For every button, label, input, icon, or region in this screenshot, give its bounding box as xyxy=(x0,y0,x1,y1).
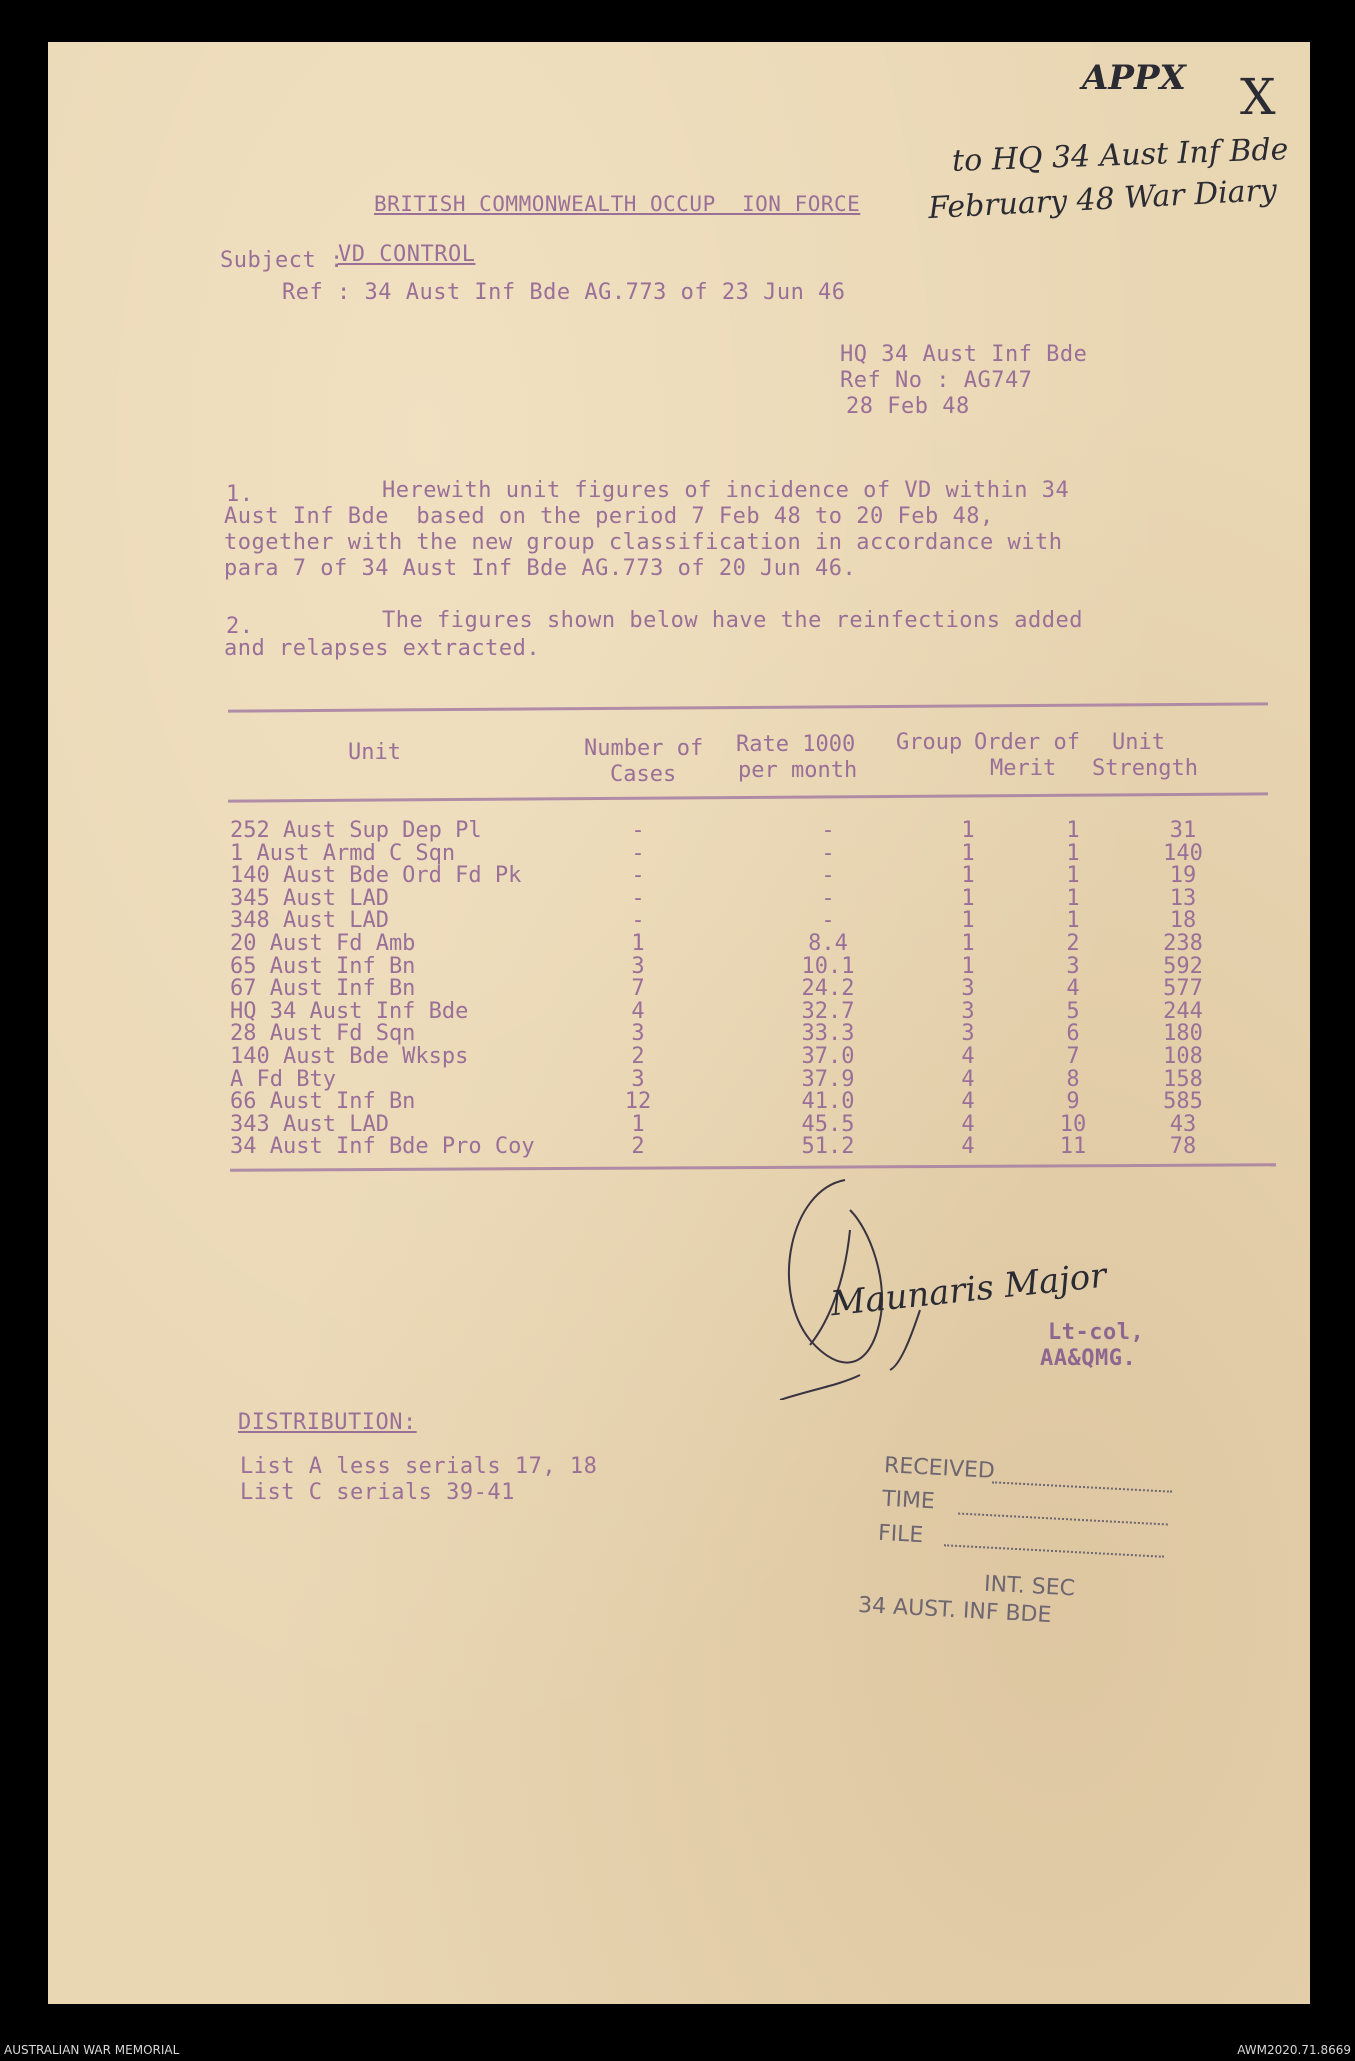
cell-strength: 244 xyxy=(1163,998,1203,1024)
cell-cases: 3 xyxy=(631,1021,645,1047)
cell-unit: 345 Aust LAD xyxy=(230,885,389,911)
header-group: Group xyxy=(896,730,963,755)
cell-strength: 585 xyxy=(1163,1089,1203,1115)
cell-rate: - xyxy=(821,908,835,934)
cell-group: 4 xyxy=(961,1134,975,1160)
header-strength-1: Unit xyxy=(1112,730,1165,755)
cell-unit: 65 Aust Inf Bn xyxy=(230,953,416,979)
header-rate-1: Rate 1000 xyxy=(736,732,856,757)
war-diary-annotation-line2: February 48 War Diary xyxy=(927,172,1278,227)
cell-strength: 158 xyxy=(1163,1066,1203,1092)
reference-line: Ref : 34 Aust Inf Bde AG.773 of 23 Jun 46 xyxy=(282,280,846,305)
cell-group: 1 xyxy=(961,840,975,866)
cell-cases: 1 xyxy=(631,931,645,956)
cell-strength: 43 xyxy=(1169,1111,1197,1137)
war-diary-annotation-line1: to HQ 34 Aust Inf Bde xyxy=(951,132,1289,179)
cell-group: 1 xyxy=(961,931,975,956)
stamp-unit: 34 AUST. INF BDE xyxy=(857,1592,1052,1629)
cell-cases: - xyxy=(631,908,645,934)
cell-group: 4 xyxy=(961,1044,975,1069)
cell-cases: - xyxy=(631,885,645,911)
document-date: 28 Feb 48 xyxy=(846,394,970,419)
appx-annotation: APPX xyxy=(1082,58,1186,98)
cell-unit: 20 Aust Fd Amb xyxy=(230,931,416,956)
cell-rate: 8.4 xyxy=(808,931,848,956)
cell-strength: 108 xyxy=(1163,1044,1203,1069)
cell-rate: 41.0 xyxy=(801,1089,855,1115)
cell-cases: 4 xyxy=(631,998,645,1024)
footer-right: AWM2020.71.8669 xyxy=(1237,2043,1351,2057)
cell-group: 4 xyxy=(961,1066,975,1092)
cell-rate: 32.7 xyxy=(801,998,855,1024)
cell-unit: 348 Aust LAD xyxy=(230,908,389,934)
paragraph-2-number: 2. xyxy=(226,614,254,639)
x-mark-annotation: X xyxy=(1240,68,1276,126)
cell-rate: 37.9 xyxy=(801,1066,855,1092)
paragraph-1-line4: para 7 of 34 Aust Inf Bde AG.773 of 20 Jun 46. xyxy=(224,556,857,581)
cell-strength: 180 xyxy=(1163,1021,1203,1047)
cell-cases: 3 xyxy=(631,953,645,979)
cell-group: 3 xyxy=(961,1021,975,1047)
cell-strength: 592 xyxy=(1163,953,1203,979)
table-top-rule xyxy=(228,702,1268,712)
cell-cases: - xyxy=(631,840,645,866)
cell-order: 8 xyxy=(1066,1066,1080,1092)
cell-strength: 31 xyxy=(1169,818,1197,843)
stamp-received-line xyxy=(992,1481,1172,1492)
stamp-file-line xyxy=(944,1544,1164,1558)
signature-rank-line1: Lt-col, xyxy=(1048,1320,1145,1345)
distribution-title: DISTRIBUTION: xyxy=(238,1410,417,1435)
cell-order: 9 xyxy=(1066,1089,1080,1115)
cell-cases: 7 xyxy=(631,976,645,1002)
cell-cases: 2 xyxy=(631,1134,645,1160)
subject-label: Subject : xyxy=(220,248,344,273)
paragraph-1-number: 1. xyxy=(226,482,254,507)
cell-strength: 78 xyxy=(1169,1134,1197,1160)
subject-text: VD CONTROL xyxy=(338,242,476,267)
cell-unit: HQ 34 Aust Inf Bde xyxy=(230,998,469,1024)
header-strength-2: Strength xyxy=(1092,756,1198,781)
cell-order: 3 xyxy=(1066,953,1080,979)
cell-strength: 18 xyxy=(1169,908,1197,934)
paragraph-2-line1: The figures shown below have the reinfections added xyxy=(382,608,1084,633)
document-page xyxy=(48,42,1310,2004)
cell-strength: 577 xyxy=(1163,976,1203,1002)
cell-unit: 140 Aust Bde Ord Fd Pk xyxy=(230,863,522,889)
cell-rate: 37.0 xyxy=(801,1044,855,1069)
hq-line: HQ 34 Aust Inf Bde xyxy=(840,342,1088,367)
force-heading: BRITISH COMMONWEALTH OCCUP ION FORCE xyxy=(374,192,861,216)
cell-cases: - xyxy=(631,863,645,889)
cell-strength: 19 xyxy=(1169,863,1197,889)
cell-rate: - xyxy=(821,840,835,866)
paragraph-1-line3: together with the new group classification in accordance with xyxy=(224,530,1063,555)
header-order-1: Order of xyxy=(974,730,1080,755)
cell-strength: 238 xyxy=(1163,931,1203,956)
cell-order: 1 xyxy=(1066,840,1080,866)
stamp-received: RECEIVED xyxy=(883,1453,996,1484)
cell-group: 4 xyxy=(961,1089,975,1115)
cell-unit: 34 Aust Inf Bde Pro Coy xyxy=(230,1134,535,1160)
cell-order: 1 xyxy=(1066,908,1080,934)
header-bottom-rule xyxy=(228,792,1268,802)
cell-group: 1 xyxy=(961,953,975,979)
cell-group: 1 xyxy=(961,908,975,934)
cell-unit: 343 Aust LAD xyxy=(230,1111,389,1137)
cell-unit: 67 Aust Inf Bn xyxy=(230,976,416,1002)
cell-group: 3 xyxy=(961,976,975,1002)
distribution-line1: List A less serials 17, 18 xyxy=(240,1454,598,1479)
cell-unit: 140 Aust Bde Wksps xyxy=(230,1044,469,1069)
cell-group: 4 xyxy=(961,1111,975,1137)
cell-rate: 51.2 xyxy=(801,1134,855,1160)
cell-rate: 10.1 xyxy=(801,953,855,979)
cell-group: 1 xyxy=(961,885,975,911)
cell-unit: 66 Aust Inf Bn xyxy=(230,1089,416,1115)
cell-cases: 2 xyxy=(631,1044,645,1069)
cell-unit: 1 Aust Armd C Sqn xyxy=(230,840,456,866)
cell-rate: 24.2 xyxy=(801,976,855,1002)
header-cases-2: Cases xyxy=(610,762,677,787)
cell-cases: - xyxy=(631,818,645,843)
cell-cases: 12 xyxy=(624,1089,652,1115)
signature-rank-line2: AA&QMG. xyxy=(1040,1346,1137,1371)
cell-rate: - xyxy=(821,863,835,889)
cell-unit: A Fd Bty xyxy=(230,1066,336,1092)
cell-cases: 3 xyxy=(631,1066,645,1092)
stamp-time-line xyxy=(958,1513,1168,1526)
cell-unit: 252 Aust Sup Dep Pl xyxy=(230,818,482,843)
stamp-time: TIME xyxy=(881,1486,936,1515)
header-cases-1: Number of xyxy=(584,736,704,761)
cell-order: 7 xyxy=(1066,1044,1080,1069)
header-order-2: Merit xyxy=(990,756,1057,781)
cell-order: 5 xyxy=(1066,998,1080,1024)
paragraph-1-line1: Herewith unit figures of incidence of VD within 34 xyxy=(382,478,1070,503)
paragraph-2-line2: and relapses extracted. xyxy=(224,636,541,661)
cell-rate: 45.5 xyxy=(801,1111,855,1137)
cell-group: 1 xyxy=(961,818,975,843)
cell-strength: 140 xyxy=(1163,840,1203,866)
cell-order: 1 xyxy=(1066,818,1080,843)
cell-group: 1 xyxy=(961,863,975,889)
distribution-line2: List C serials 39-41 xyxy=(240,1480,515,1505)
stamp-section: INT. SEC xyxy=(983,1571,1076,1602)
footer-left: AUSTRALIAN WAR MEMORIAL xyxy=(4,2043,180,2057)
cell-order: 6 xyxy=(1066,1021,1080,1047)
signature-name: Maunaris Major xyxy=(828,1255,1109,1325)
cell-order: 4 xyxy=(1066,976,1080,1002)
cell-cases: 1 xyxy=(631,1111,645,1137)
paragraph-1-line2: Aust Inf Bde based on the period 7 Feb 48 to 20 Feb 48, xyxy=(224,504,994,529)
cell-rate: 33.3 xyxy=(801,1021,855,1047)
header-unit: Unit xyxy=(348,740,401,765)
stamp-file: FILE xyxy=(877,1520,924,1549)
cell-group: 3 xyxy=(961,998,975,1024)
cell-order: 2 xyxy=(1066,931,1080,956)
cell-order: 1 xyxy=(1066,863,1080,889)
cell-rate: - xyxy=(821,818,835,843)
cell-strength: 13 xyxy=(1169,885,1197,911)
ref-no-line: Ref No : AG747 xyxy=(840,368,1033,393)
cell-order: 10 xyxy=(1059,1111,1087,1137)
cell-order: 11 xyxy=(1059,1134,1087,1160)
cell-unit: 28 Aust Fd Sqn xyxy=(230,1021,416,1047)
cell-order: 1 xyxy=(1066,885,1080,911)
header-rate-2: per month xyxy=(738,758,858,783)
cell-rate: - xyxy=(821,885,835,911)
